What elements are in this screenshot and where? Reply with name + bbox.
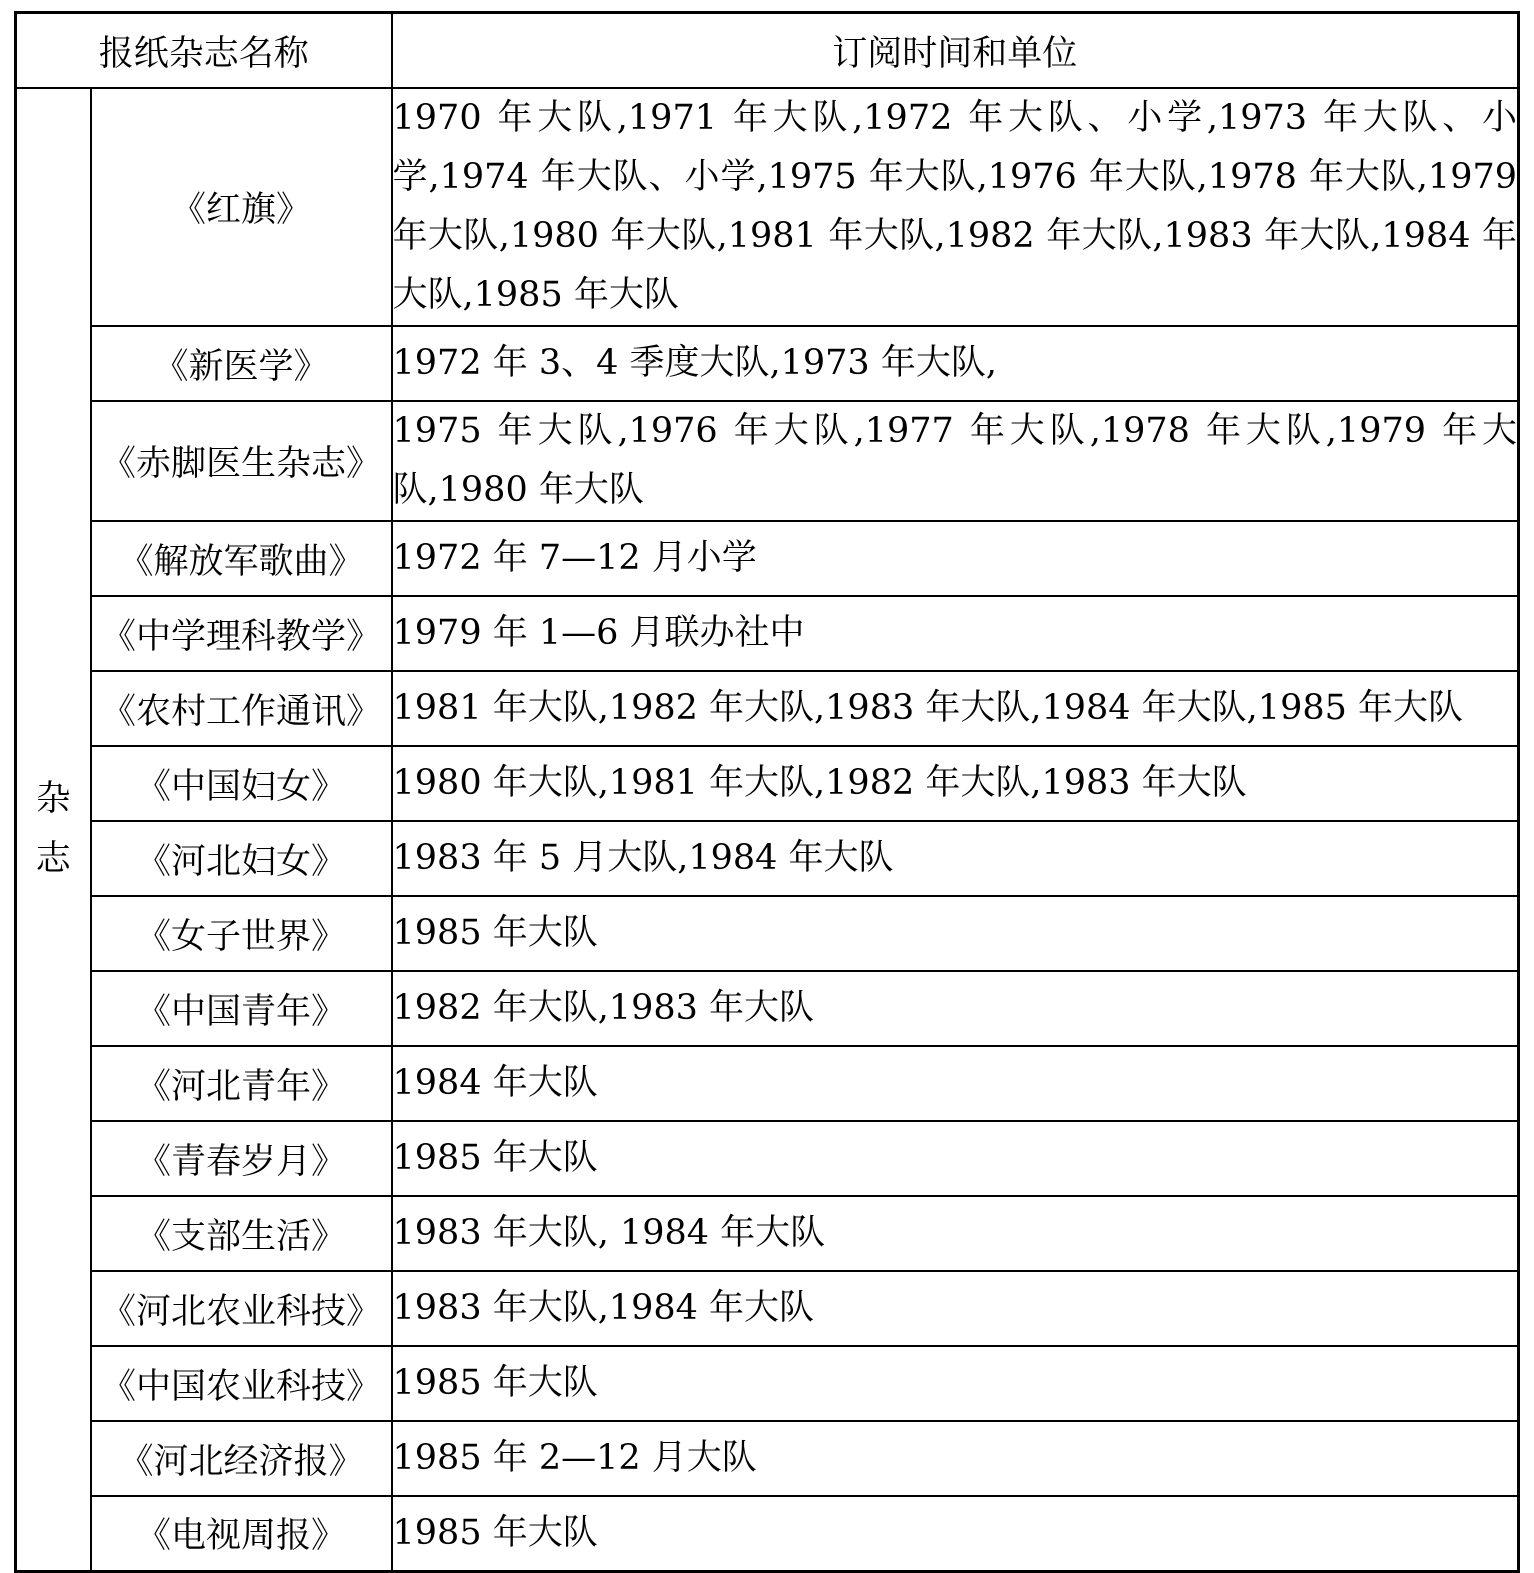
subscription-info: 1983 年 5 月大队,1984 年大队 [392,821,1519,896]
subscription-info: 1982 年大队,1983 年大队 [392,971,1519,1046]
table-row [16,596,1519,671]
magazine-name: 《支部生活》 [91,1196,392,1271]
header-info-column: 订阅时间和单位 [392,13,1519,89]
header-name-column: 报纸杂志名称 [16,13,392,89]
magazine-name: 《中国妇女》 [91,746,392,821]
table-row [16,521,1519,596]
subscription-info: 1975 年大队,1976 年大队,1977 年大队,1978 年大队,1979 年大队,1980 年大队 [392,401,1519,521]
subscription-info: 1984 年大队 [392,1046,1519,1121]
subscription-info: 1970 年大队,1971 年大队,1972 年大队、小学,1973 年大队、小学,1974 年大队、小学,1975 年大队,1976 年大队,1978 年大队,1979 年大队,1980 年大队,1981 年大队,1982 年大队,1983 年大队,1984 年大队,1985 年大队 [392,88,1519,326]
subscription-info: 1985 年大队 [392,1496,1519,1571]
subscription-info: 1979 年 1—6 月联办社中 [392,596,1519,671]
magazine-name: 《河北青年》 [91,1046,392,1121]
magazine-name: 《中国农业科技》 [91,1346,392,1421]
subscription-info: 1972 年 7—12 月小学 [392,521,1519,596]
magazine-name: 《赤脚医生杂志》 [91,401,392,521]
magazine-name: 《河北妇女》 [91,821,392,896]
table-row [16,1271,1519,1346]
table-row [16,88,1519,326]
subscription-info: 1981 年大队,1982 年大队,1983 年大队,1984 年大队,1985 年大队 [392,671,1519,746]
magazine-name: 《河北经济报》 [91,1421,392,1496]
magazine-name: 《青春岁月》 [91,1121,392,1196]
magazine-name: 《中学理科教学》 [91,596,392,671]
subscription-info: 1985 年大队 [392,896,1519,971]
table-row [16,1346,1519,1421]
table-row [16,326,1519,401]
table-row [16,1121,1519,1196]
table-row [16,746,1519,821]
subscription-info: 1983 年大队, 1984 年大队 [392,1196,1519,1271]
header-row [16,13,1519,89]
magazine-name: 《新医学》 [91,326,392,401]
table-row [16,1046,1519,1121]
magazine-name: 《红旗》 [91,88,392,326]
magazine-name: 《女子世界》 [91,896,392,971]
subscription-info: 1983 年大队,1984 年大队 [392,1271,1519,1346]
table-row [16,1421,1519,1496]
table-row [16,971,1519,1046]
subscription-info: 1972 年 3、4 季度大队,1973 年大队, [392,326,1519,401]
magazine-name: 《解放军歌曲》 [91,521,392,596]
table-row [16,671,1519,746]
table-row [16,401,1519,521]
subscription-info: 1985 年 2—12 月大队 [392,1421,1519,1496]
magazine-name: 《电视周报》 [91,1496,392,1571]
subscription-info: 1980 年大队,1981 年大队,1982 年大队,1983 年大队 [392,746,1519,821]
category-char-1: 杂 [35,779,71,820]
category-cell [16,88,91,1571]
magazine-name: 《中国青年》 [91,971,392,1046]
subscription-info: 1985 年大队 [392,1121,1519,1196]
table-body [16,13,1519,1572]
category-char-2: 志 [35,839,71,880]
magazine-name: 《农村工作通讯》 [91,671,392,746]
subscription-info: 1985 年大队 [392,1346,1519,1421]
subscription-table [14,11,1520,1573]
magazine-name: 《河北农业科技》 [91,1271,392,1346]
table-row [16,1496,1519,1571]
table-row [16,821,1519,896]
table-row [16,1196,1519,1271]
table-row [16,896,1519,971]
